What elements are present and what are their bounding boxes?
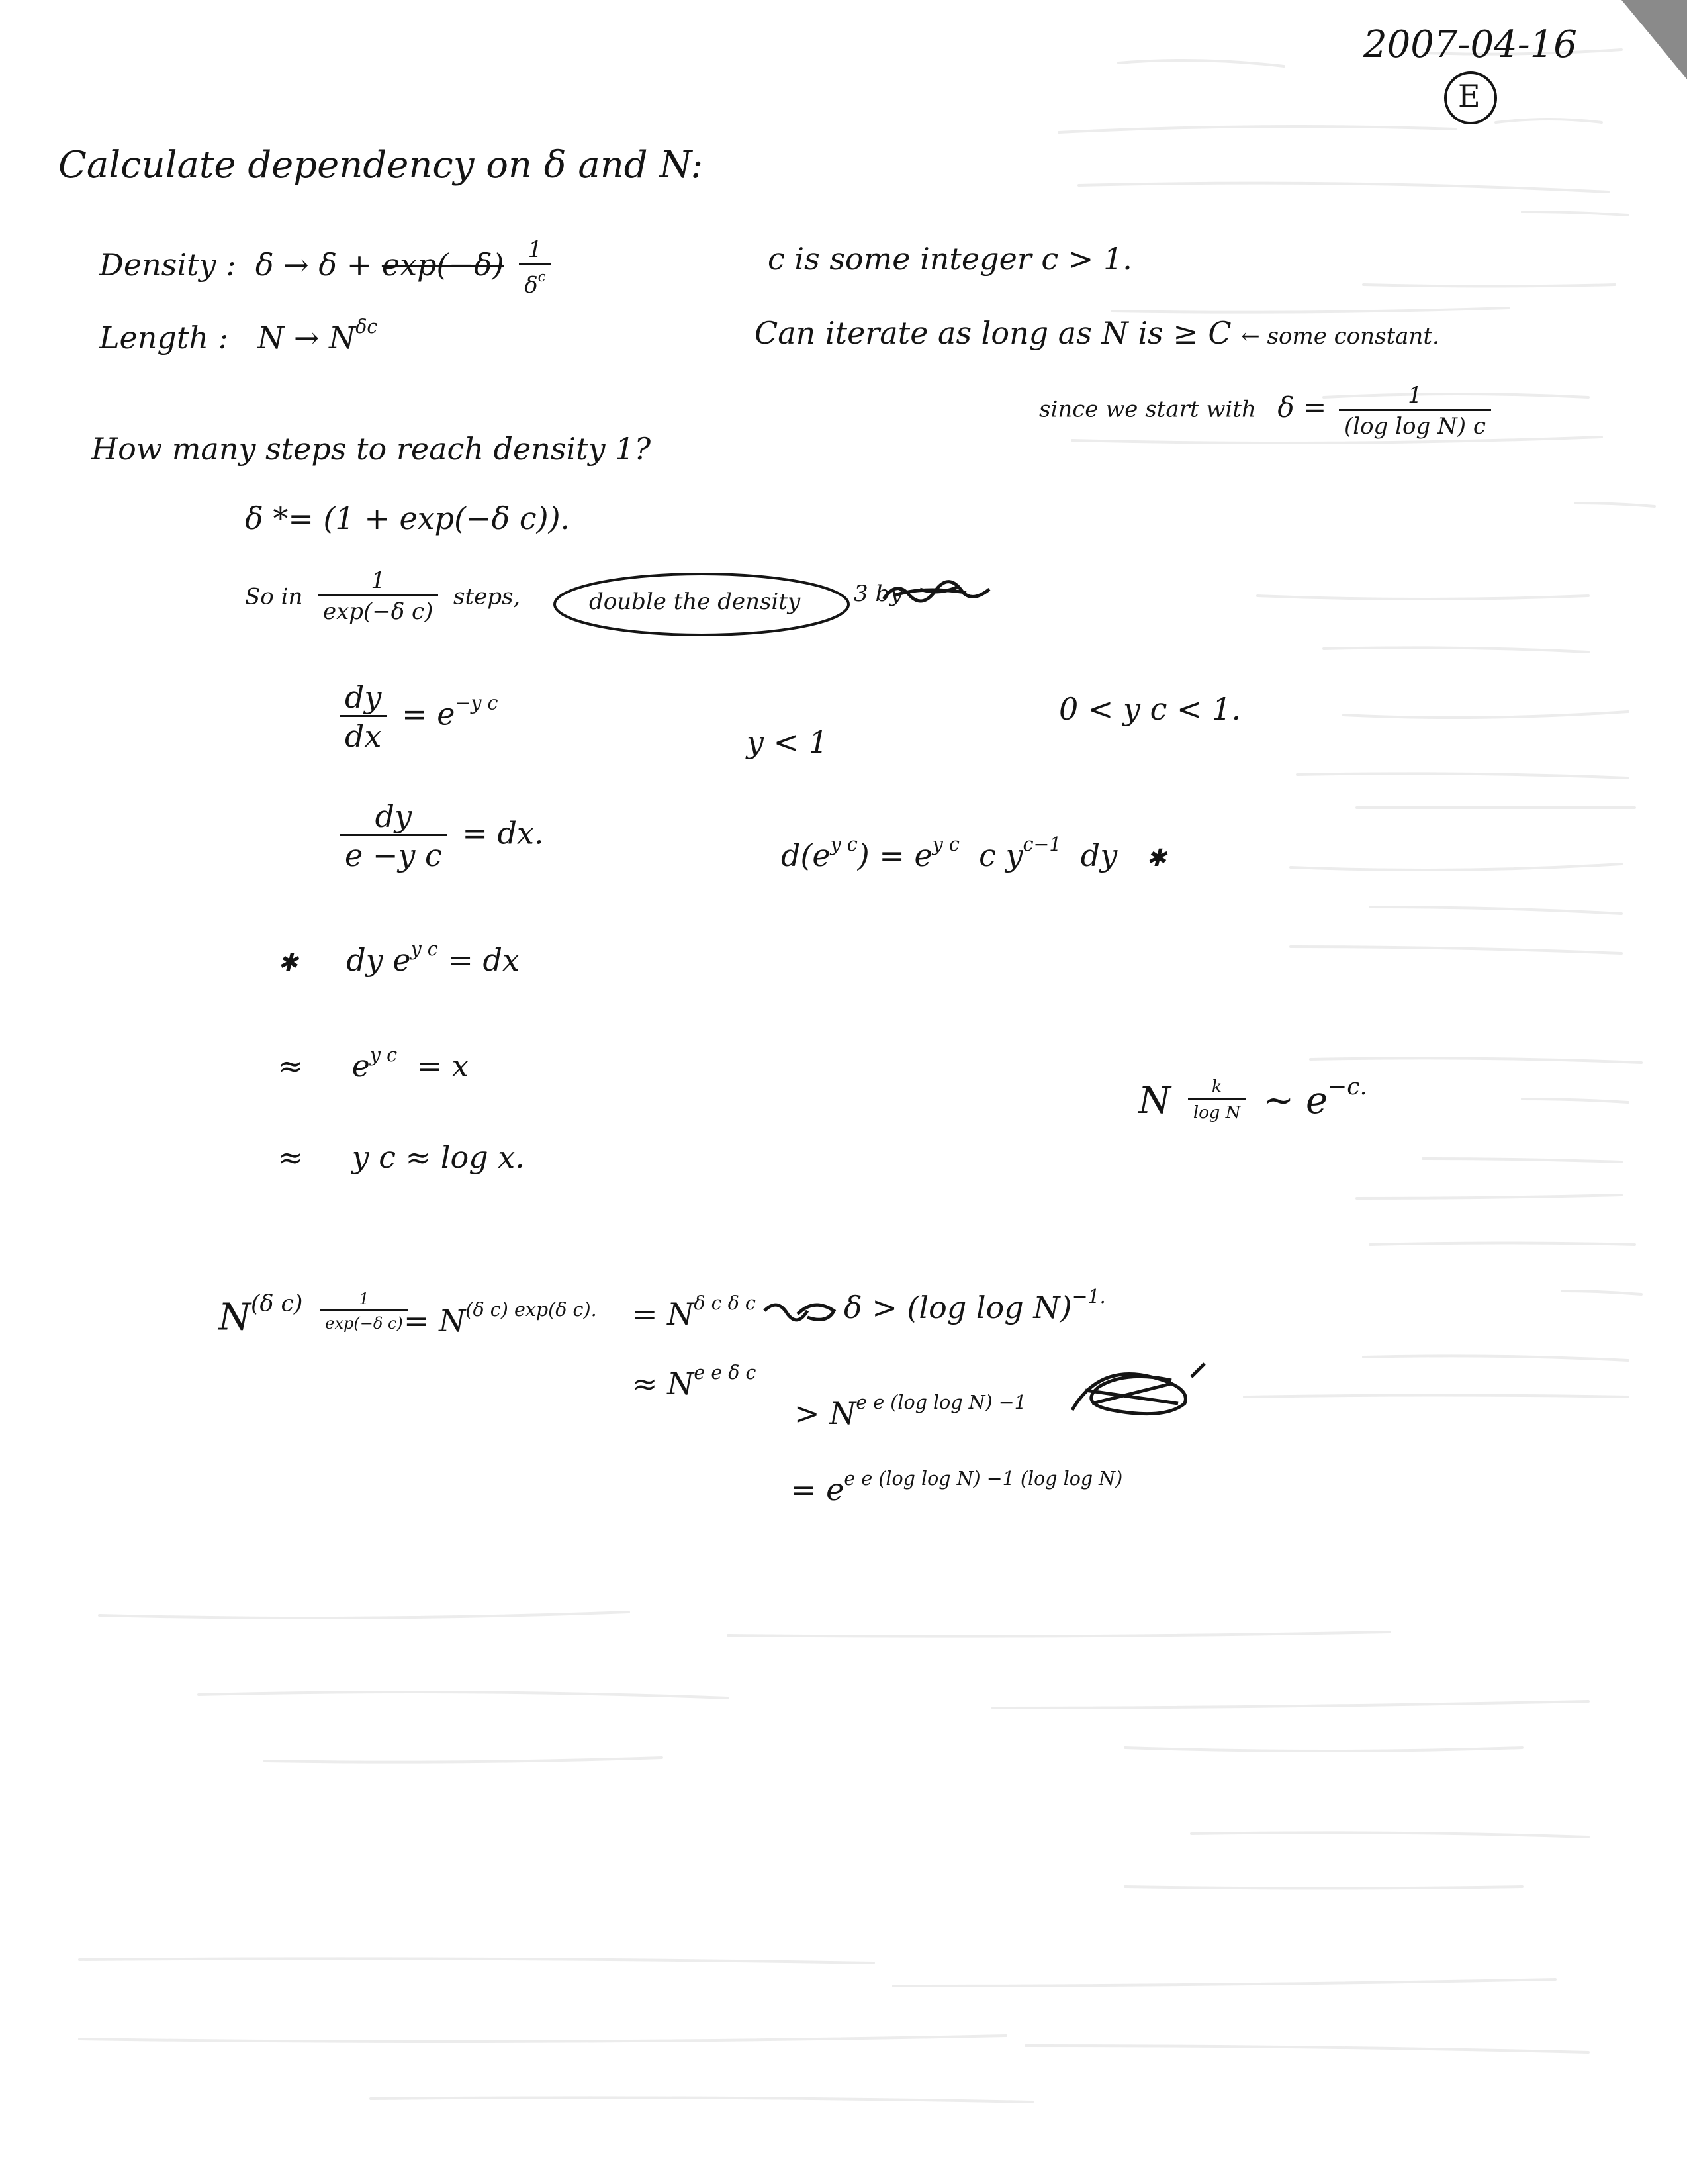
star-mark-left: ✱	[278, 949, 298, 976]
chain-step-a: $N^{(\delta c)}$ $\frac{1}{\text{exp(−δ c)}}$	[218, 1291, 414, 1336]
y-less-than-one: y < 1	[747, 724, 829, 760]
condition-scribble	[758, 1291, 844, 1331]
density-update: δ → δ +	[255, 246, 373, 283]
doubling-scribble	[880, 569, 993, 616]
date-label: 2007-04-16	[1363, 23, 1577, 66]
intro-line: Calculate dependency on δ and N:	[58, 144, 704, 187]
c-integer-note: c is some integer c > 1.	[768, 241, 1132, 277]
density-tail-fraction: $\frac{1}{\delta^c}$	[519, 238, 551, 297]
chain-e-scribble	[1066, 1357, 1211, 1430]
approx-line-2: ≈ y c ≈ log x.	[278, 1139, 525, 1175]
length-rule	[99, 316, 378, 356]
chain-step-f: = $e^{e e (log log N) -1 (log log N)}$	[791, 1468, 1123, 1507]
density-label: Density :	[99, 246, 236, 283]
length-label: Length :	[99, 319, 229, 356]
derivative-line: $d(e^{y c}) = e^{y c}$ c $y^{c-1}$ dy ✱	[781, 833, 1167, 873]
multiply-rule: δ *= (1 + exp(−δ c)).	[245, 500, 570, 536]
start-note-fraction: $\frac{1}{\text{(log log N) c}}$	[1339, 384, 1491, 438]
length-exponent: δc	[355, 316, 378, 338]
page-mark: E	[1458, 78, 1481, 114]
side-asymptotic: N $\frac{k}{\text{log N}}$ ~ $e^{-c.}$	[1138, 1074, 1367, 1123]
start-note: since we start with δ = $\frac{1}{\text{(log log N) c}}$	[1039, 384, 1496, 438]
density-rule	[99, 238, 557, 297]
ode-line: $\frac{dy}{dx}$ = $e^{-y c}$	[334, 682, 498, 751]
chain-step-c: = $N^{\delta c \delta c}$	[632, 1292, 756, 1332]
steps-fraction: $\frac{1}{\text{exp(−δ c)}}$	[318, 569, 438, 623]
doubling-line: So in $\frac{1}{\text{exp(−δ c)}}$ steps,	[245, 567, 521, 625]
doubling-mark: 3 by	[854, 581, 903, 607]
density-crossed-term: exp(−δ)	[381, 246, 504, 283]
chain-step-b: = $N^{(\delta c) exp(\delta c).}$	[404, 1299, 597, 1339]
chain-condition: δ > (log log N)$^{-1.}$	[844, 1286, 1106, 1325]
ode-fraction: $\frac{dy}{dx}$	[340, 682, 387, 751]
separated-fraction: $\frac{dy}{\text{e −y c}}$	[340, 801, 447, 871]
separated-line: $\frac{dy}{\text{e −y c}}$ = dx.	[334, 801, 544, 871]
chain-step-d: ≈ $N^{e e \delta c}$	[632, 1362, 756, 1401]
side-exponent-fraction: $\frac{k}{\text{log N}}$	[1188, 1078, 1246, 1121]
length-update: N → N	[257, 319, 356, 356]
star-mark-right: ✱	[1146, 844, 1167, 872]
range-note: 0 < y c < 1.	[1059, 691, 1242, 727]
approx-line-1: ≈ $e^{y c} = x$	[278, 1044, 469, 1084]
question-line: How many steps to reach density 1?	[91, 431, 651, 467]
constant-note: ← some constant.	[1241, 323, 1439, 350]
integral-line: ✱ dy $e^{y c}$ = dx	[278, 938, 520, 978]
chain-step-e: > $N^{e e (log log N) -1}$	[794, 1392, 1026, 1431]
double-density-label: double the density	[589, 589, 801, 615]
iterate-note: Can iterate as long as N is ≥ C ← some constant.	[754, 315, 1439, 351]
chain-a-fraction: $\frac{1}{\text{exp(−δ c)}}$	[320, 1291, 408, 1331]
